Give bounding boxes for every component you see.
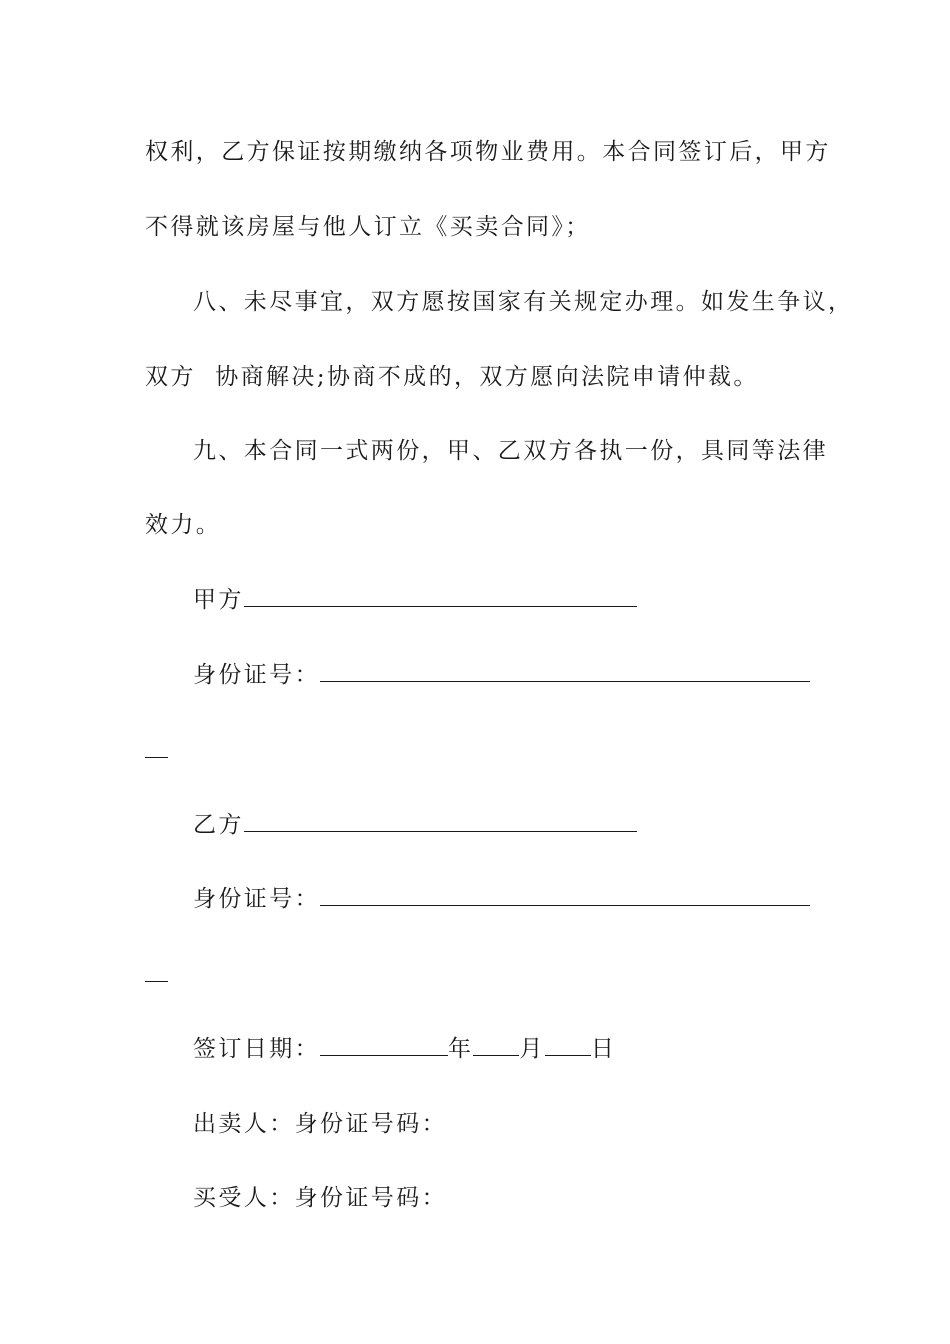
paragraph-line: 权利，乙方保证按期缴纳各项物业费用。本合同签订后，甲方 <box>145 139 831 165</box>
day-label: 日 <box>590 1036 617 1062</box>
party-a-signature-blank[interactable] <box>244 586 637 607</box>
party-b-id-blank[interactable] <box>320 885 810 906</box>
party-b-signature-blank[interactable] <box>244 811 637 832</box>
party-a-id-row <box>193 660 810 690</box>
party-b-id-blank-continuation <box>145 981 168 982</box>
clause-9-line-1: 九、本合同一式两份，甲、乙双方各执一份，具同等法律 <box>193 438 828 464</box>
party-a-row <box>193 585 637 615</box>
buyer-row: 买受人：身份证号码： <box>193 1185 447 1211</box>
seller-row: 出卖人：身份证号码： <box>193 1111 447 1137</box>
party-a-id-blank[interactable] <box>320 661 810 682</box>
party-a-id-label: 身份证号： <box>193 662 320 688</box>
party-a-id-blank-continuation <box>145 757 168 758</box>
year-blank[interactable] <box>320 1035 448 1056</box>
party-a-label: 甲方 <box>193 587 244 613</box>
paragraph-line: 不得就该房屋与他人订立《买卖合同》； <box>145 214 591 240</box>
month-label: 月 <box>519 1036 545 1062</box>
party-b-id-label: 身份证号： <box>193 886 320 912</box>
clause-9-line-2: 效力。 <box>145 512 222 538</box>
signing-date-row <box>193 1034 616 1064</box>
day-blank[interactable] <box>545 1035 591 1056</box>
signing-date-label: 签订日期： <box>193 1036 320 1062</box>
party-b-label: 乙方 <box>193 812 244 838</box>
year-label: 年 <box>448 1036 474 1062</box>
clause-8-line-2: 双方 协商解决;协商不成的，双方愿向法院申请仲裁。 <box>145 364 759 390</box>
clause-8-line-1: 八、未尽事宜，双方愿按国家有关规定办理。如发生争议， <box>193 289 854 315</box>
month-blank[interactable] <box>473 1035 519 1056</box>
party-b-row <box>193 810 637 840</box>
party-b-id-row <box>193 884 810 914</box>
